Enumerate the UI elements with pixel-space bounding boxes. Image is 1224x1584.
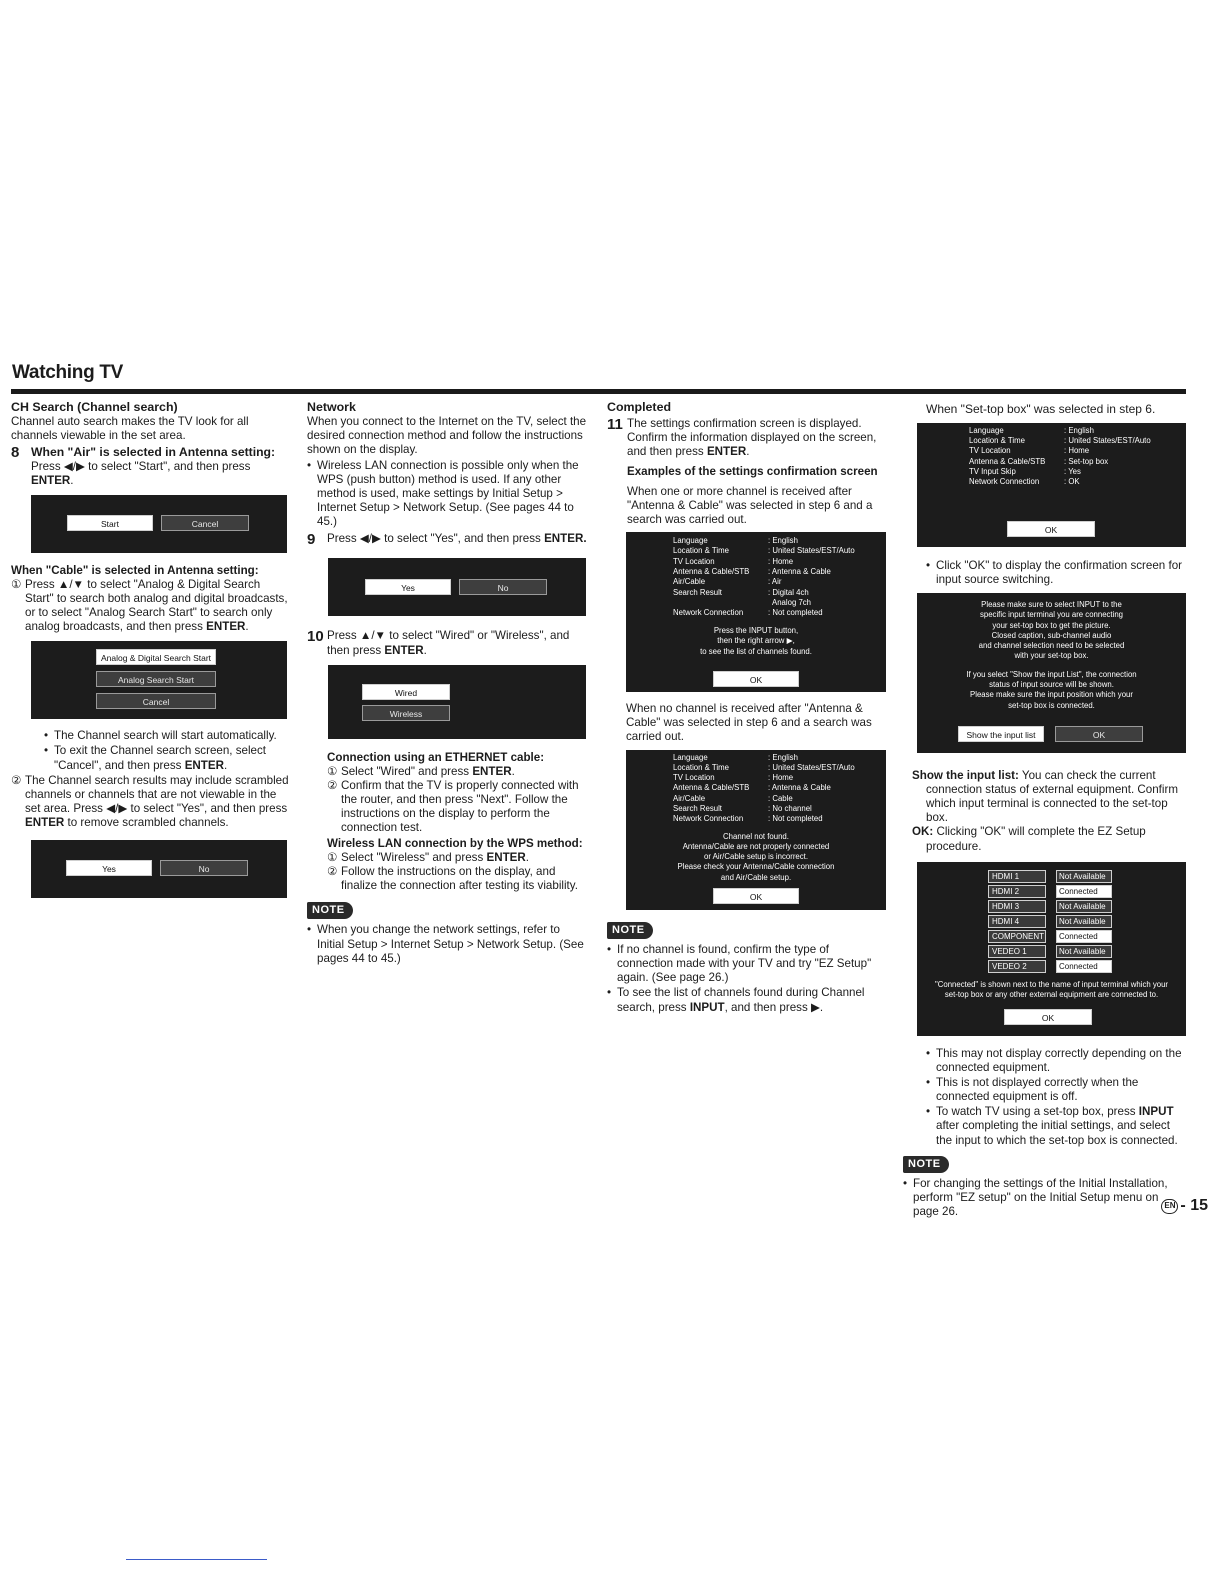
input-name: HDMI 3	[988, 900, 1046, 913]
network-note	[307, 902, 587, 966]
analog-search-start-button[interactable]: Analog Search Start	[96, 671, 216, 687]
page-number	[1161, 1196, 1208, 1216]
tv-screen-network-yes-no	[328, 558, 586, 616]
input-key: INPUT	[1138, 1105, 1174, 1119]
circled-1: ①	[327, 764, 338, 778]
text: You can check the current connection status of external equipment. Confirm which input terminal is connected to the set-top box.	[926, 768, 1178, 825]
message-line: Channel not found.	[723, 831, 789, 841]
text: To exit the Channel search screen, select "Cancel", and then press	[54, 744, 267, 772]
table-row	[673, 794, 855, 804]
message-line: to see the list of channels found.	[700, 646, 812, 656]
network-intro: When you connect to the Internet on the TV, select the desired connection method and follow the instructions shown on the display.	[307, 415, 587, 457]
message-line: set-top box or any other external equipment are connected to.	[944, 990, 1159, 1000]
connection-instructions	[327, 751, 587, 893]
table-row	[673, 536, 855, 546]
ethernet-step-1: ① Select "Wired" and press ENTER.	[327, 764, 515, 778]
cable-step-1: ① Press ▲/▼ to select "Analog & Digital Search Start" to search both analog and digital broadcasts, or to select "Analog Search Start" to search only analog broadcasts, and then press ENTER.	[11, 577, 288, 634]
table-row	[673, 598, 855, 608]
message-line: set-top box is connected.	[1008, 700, 1095, 710]
table-row	[673, 804, 855, 814]
text: Clicking "OK" will complete the EZ Setup procedure.	[926, 825, 1146, 853]
table-row	[969, 477, 1151, 487]
message-line: and Air/Cable setup.	[720, 872, 792, 882]
column-network	[307, 400, 587, 966]
up-down-arrows-icon: ▲/▼	[57, 577, 85, 591]
set-top-box-note-list	[903, 1177, 1186, 1219]
input-status: Not Available	[1056, 915, 1112, 928]
table-row	[988, 900, 1112, 915]
set-top-box-heading: When "Set-top box" was selected in step 6.	[926, 402, 1156, 416]
screen-caption	[917, 980, 1186, 1001]
table-row	[988, 885, 1112, 900]
input-name: HDMI 1	[988, 870, 1046, 883]
completed-heading: Completed	[607, 400, 672, 414]
cable-heading: When "Cable" is selected in Antenna setting:	[11, 563, 259, 577]
row-label: Location & Time	[673, 762, 729, 772]
input-list	[988, 870, 1112, 975]
row-label: Location & Time	[673, 546, 729, 556]
row-value: : English	[768, 752, 798, 762]
input-key: INPUT	[689, 1000, 725, 1014]
list-item	[926, 1105, 1186, 1147]
circled-2: ②	[327, 864, 338, 878]
table-row	[969, 446, 1151, 456]
text: Confirm that the TV is properly connected with the router, and then press "Next". Follow the instructions on the display to perform the connection test.	[341, 778, 579, 835]
list-item: • If no channel is found, confirm the type of connection made with your TV and try "EZ Setup" again. (See page 26.)	[607, 943, 885, 985]
step-9: 9 Press ◀/▶ to select "Yes", and then press ENTER.	[307, 531, 587, 549]
tv-screen-search-options	[31, 641, 287, 719]
enter-key: ENTER	[384, 643, 424, 657]
step-8-number: 8	[11, 444, 20, 462]
table-row	[673, 773, 855, 783]
list-item	[607, 986, 885, 1014]
footer-link-line	[126, 1559, 267, 1560]
input-status: Not Available	[1056, 945, 1112, 958]
table-row	[969, 436, 1151, 446]
text: To watch TV using a set-top box, press	[936, 1105, 1139, 1119]
row-value: : Antenna & Cable	[768, 567, 831, 576]
step-8-title: When "Air" is selected in Antenna setting:	[31, 445, 276, 460]
settings-summary	[673, 753, 855, 825]
row-value: : Home	[768, 773, 794, 783]
step-10-number: 10	[307, 628, 324, 646]
table-row	[988, 870, 1112, 885]
input-status: Not Available	[1056, 870, 1112, 883]
no-button[interactable]: No	[160, 860, 248, 876]
search-bullets	[44, 729, 291, 772]
row-value: : Home	[768, 556, 794, 566]
row-label	[673, 598, 768, 608]
yes-button[interactable]: Yes	[66, 860, 152, 876]
table-row	[969, 457, 1151, 467]
row-value: : United States/EST/Auto	[768, 762, 855, 772]
message-line: with your set-top box.	[1014, 651, 1089, 661]
ch-search-heading: CH Search (Channel search)	[11, 400, 178, 414]
list-item: • Wireless LAN connection is possible only when the WPS (push button) method is used. If any other method is used, make settings by Initial Setup > Internet Setup > Network Setup. (See pages 44 to 45.)	[307, 459, 587, 530]
row-value: : Antenna & Cable	[768, 783, 831, 793]
message-line: status of input source will be shown.	[989, 679, 1114, 689]
list-item: • For changing the settings of the Initial Installation, perform "EZ setup" on the Initial Setup menu on page 26.	[903, 1177, 1186, 1219]
text: Press	[327, 532, 360, 546]
note-badge: NOTE	[307, 902, 353, 919]
column-set-top-box	[908, 400, 1186, 1220]
row-label: Language	[673, 536, 708, 546]
row-label: Search Result	[673, 804, 722, 814]
example-2-text: When no channel is received after "Antenna & Cable" was selected in step 6 and a search was carried out.	[626, 702, 872, 744]
row-label: Network Connection	[673, 608, 744, 618]
row-label: Network Connection	[673, 814, 744, 824]
text: to select "Yes", and then press	[380, 532, 545, 546]
list-item: • When you change the network settings, refer to Initial Setup > Internet Setup > Network Setup. (See pages 44 to 45.)	[307, 923, 587, 965]
column-ch-search	[11, 400, 291, 898]
yes-button[interactable]: Yes	[365, 579, 451, 595]
text: Select "Wired" and press	[341, 764, 473, 778]
input-name: VEDEO 1	[988, 945, 1046, 958]
tv-screen-confirm-set-top-box	[917, 423, 1186, 547]
ok-button[interactable]: OK	[713, 888, 799, 904]
message-line: "Connected" is shown next to the name of input terminal which your	[934, 979, 1169, 989]
message-line: Antenna/Cable are not properly connected	[682, 841, 830, 851]
ok-desc	[912, 825, 1186, 853]
ok-label: OK:	[912, 825, 934, 839]
column-completed	[607, 400, 885, 1015]
row-label: TV Location	[673, 773, 715, 783]
text: to select "Yes", and then press	[127, 801, 288, 815]
row-value: : No channel	[768, 804, 812, 814]
cancel-button[interactable]: Cancel	[96, 693, 216, 709]
tv-screen-wired-wireless	[328, 665, 586, 739]
list-item: • Click "OK" to display the confirmation screen for input source switching.	[926, 559, 1186, 587]
wps-heading: Wireless LAN connection by the WPS method:	[327, 836, 583, 850]
settings-summary	[969, 426, 1151, 488]
tv-screen-input-source-switching	[917, 593, 1186, 753]
input-name: VEDEO 2	[988, 960, 1046, 973]
table-row	[673, 763, 855, 773]
input-status: Connected	[1056, 930, 1112, 943]
message-line: Please make sure to select INPUT to the	[981, 599, 1122, 609]
row-label: Search Result	[673, 587, 722, 597]
text: Press	[327, 629, 360, 643]
table-row	[673, 577, 855, 587]
circled-2: ②	[327, 778, 338, 792]
table-row	[988, 960, 1112, 975]
row-value: Analog 7ch	[772, 597, 812, 607]
analog-digital-search-start-button[interactable]: Analog & Digital Search Start	[96, 649, 216, 665]
show-input-list-label: Show the input list:	[912, 768, 1019, 782]
circled-1: ①	[327, 850, 338, 864]
row-label: Antenna & Cable/STB	[673, 567, 750, 576]
page-title: Watching TV	[12, 362, 124, 383]
row-label: Location & Time	[969, 435, 1025, 445]
completed-note	[607, 922, 885, 1015]
enter-key: ENTER	[486, 850, 526, 864]
table-row	[673, 546, 855, 556]
network-note-list	[307, 923, 587, 965]
input-status: Connected	[1056, 885, 1112, 898]
language-badge: EN	[1161, 1199, 1178, 1214]
message-line: or Air/Cable setup is incorrect.	[703, 852, 808, 862]
message-line: specific input terminal you are connecting	[979, 610, 1124, 620]
row-label: Air/Cable	[673, 577, 706, 587]
text: after completing the initial settings, and select the input to which the set-top box is connected.	[936, 1119, 1178, 1147]
ethernet-heading: Connection using an ETHERNET cable:	[327, 750, 545, 764]
table-row	[673, 557, 855, 567]
row-value: : OK	[1064, 477, 1080, 487]
up-down-arrows-icon: ▲/▼	[359, 629, 387, 643]
table-row	[673, 567, 855, 577]
row-label: TV Input Skip	[969, 466, 1016, 476]
title-divider	[11, 389, 1186, 394]
enter-key: ENTER	[31, 474, 71, 488]
table-row	[673, 753, 855, 763]
list-item: • The Channel search will start automatically.	[44, 729, 291, 743]
table-row	[673, 814, 855, 824]
row-value: : Not completed	[768, 814, 823, 824]
message-line: Please make sure the input position which your	[970, 690, 1133, 700]
list-item: • This may not display correctly depending on the connected equipment.	[926, 1047, 1186, 1075]
row-label: Antenna & Cable/STB	[969, 456, 1046, 466]
circled-2: ②	[11, 773, 22, 787]
text: to remove scrambled channels.	[64, 816, 229, 830]
row-value: : Cable	[768, 793, 793, 803]
text: To see the list of channels found during Channel search, press	[617, 986, 865, 1014]
input-name: COMPONENT	[988, 930, 1046, 943]
list-item: • To exit the Channel search screen, select "Cancel", and then press ENTER.	[44, 744, 291, 772]
settings-summary	[673, 536, 855, 618]
set-top-box-bullets	[926, 559, 1186, 587]
enter-key: ENTER	[544, 532, 584, 546]
left-right-arrows-icon: ◀/▶	[359, 532, 381, 546]
show-input-list-desc	[912, 769, 1186, 826]
text: Press	[31, 460, 64, 474]
message-line: If you select "Show the input List", the connection	[966, 669, 1137, 679]
set-top-box-note	[903, 1156, 1186, 1220]
text: Press	[25, 577, 58, 591]
table-row	[988, 915, 1112, 930]
list-item: • This is not displayed correctly when the connected equipment is off.	[926, 1076, 1186, 1104]
start-button[interactable]: Start	[67, 515, 153, 531]
row-value: : Not completed	[768, 608, 823, 618]
row-label: TV Location	[673, 556, 715, 566]
wps-step-1: ① Select "Wireless" and press ENTER.	[327, 850, 530, 864]
row-value: : Air	[768, 577, 782, 587]
cable-step-2	[11, 774, 291, 831]
text: Select "Wireless" and press	[341, 850, 487, 864]
text: to select "Wired" or "Wireless", and then press	[327, 629, 570, 657]
message-line: Closed caption, sub-channel audio	[991, 630, 1112, 640]
table-row	[673, 783, 855, 793]
step-11-number: 11	[607, 416, 623, 434]
step-10: 10 Press ▲/▼ to select "Wired" or "Wireless", and then press ENTER.	[307, 628, 570, 657]
row-value: : English	[1064, 425, 1094, 435]
text: The Channel search results may include scrambled channels or channels that are not viewable in the set area. Press	[25, 773, 289, 815]
message-line: your set-top box to get the picture.	[992, 620, 1111, 630]
message-line: Press the INPUT button,	[713, 626, 799, 636]
wps-step-2	[327, 865, 587, 893]
tv-screen-confirm-channels-found	[626, 532, 886, 692]
enter-key: ENTER	[184, 758, 224, 772]
tv-screen-start-cancel	[31, 495, 287, 553]
text: , and then press ▶.	[724, 1000, 824, 1014]
table-row	[988, 930, 1112, 945]
ch-search-intro: Channel auto search makes the TV look for all channels viewable in the set area.	[11, 415, 249, 443]
row-value: : English	[768, 536, 798, 546]
row-label: Language	[673, 752, 708, 762]
wireless-button[interactable]: Wireless	[362, 705, 450, 721]
step-11: 11 The settings confirmation screen is displayed. Confirm the information displayed on the screen, and then press ENTER.	[607, 416, 877, 459]
message-line: then the right arrow ▶,	[717, 636, 795, 646]
ok-button[interactable]: OK	[1055, 726, 1143, 742]
enter-key: ENTER	[25, 816, 65, 830]
row-label: Air/Cable	[673, 793, 706, 803]
examples-heading: Examples of the settings confirmation screen	[627, 464, 878, 478]
table-row	[988, 945, 1112, 960]
row-value: : Yes	[1064, 466, 1081, 476]
input-status: Connected	[1056, 960, 1112, 973]
text: to select "Analog & Digital Search Start" to search both analog and digital broadcasts, or to select "Analog Search Start" to search only analog broadcasts, and then press	[25, 577, 288, 634]
network-bullets	[307, 459, 587, 530]
message-line: Please check your Antenna/Cable connection	[677, 862, 835, 872]
wired-button[interactable]: Wired	[362, 684, 450, 700]
tv-screen-input-list	[917, 862, 1186, 1036]
ok-button[interactable]: OK	[1004, 1009, 1092, 1025]
row-value: : United States/EST/Auto	[1064, 435, 1151, 445]
screen-message	[917, 600, 1186, 711]
step-9-number: 9	[307, 531, 316, 549]
note-badge: NOTE	[607, 922, 653, 939]
tv-screen-confirm-no-channel	[626, 750, 886, 910]
ok-button[interactable]: OK	[713, 671, 799, 687]
left-right-arrows-icon: ◀/▶	[63, 460, 85, 474]
row-value: : United States/EST/Auto	[768, 546, 855, 556]
tv-screen-yes-no	[31, 840, 287, 898]
input-name: HDMI 4	[988, 915, 1046, 928]
input-status: Not Available	[1056, 900, 1112, 913]
text: The settings confirmation screen is displayed. Confirm the information displayed on the screen, and then press	[627, 417, 877, 459]
row-label: TV Location	[969, 446, 1011, 456]
row-value: : Home	[1064, 446, 1090, 456]
example-1-text: When one or more channel is received after "Antenna & Cable" was selected in step 6 and a search was carried out.	[627, 484, 873, 526]
step-8	[11, 445, 291, 488]
input-name: HDMI 2	[988, 885, 1046, 898]
table-row	[969, 467, 1151, 477]
ok-button[interactable]: OK	[1007, 521, 1095, 537]
text: to select "Start", and then press	[84, 460, 251, 474]
screen-message	[626, 626, 886, 657]
table-row	[969, 426, 1151, 436]
row-value: : Set-top box	[1064, 456, 1109, 466]
cancel-button[interactable]: Cancel	[161, 515, 249, 531]
table-row	[673, 608, 855, 618]
row-label: Network Connection	[969, 477, 1040, 487]
table-row	[673, 588, 855, 598]
enter-key: ENTER	[472, 764, 512, 778]
input-list-bullets	[926, 1047, 1186, 1148]
page-number-text: - 15	[1180, 1197, 1208, 1214]
left-right-arrows-icon: ◀/▶	[106, 801, 128, 815]
network-heading: Network	[307, 400, 356, 414]
message-line: and channel selection need to be selected	[978, 641, 1125, 651]
completed-note-list	[607, 943, 885, 1015]
enter-key: ENTER	[206, 620, 246, 634]
row-label: Antenna & Cable/STB	[673, 783, 750, 793]
enter-key: ENTER	[706, 445, 747, 459]
row-label: Language	[969, 425, 1004, 435]
note-badge: NOTE	[903, 1156, 949, 1173]
show-input-list-button[interactable]: Show the input list	[958, 726, 1044, 742]
circled-1: ①	[11, 577, 22, 591]
text: Follow the instructions on the display, and finalize the connection after testing its viability.	[341, 864, 578, 892]
no-button[interactable]: No	[459, 579, 547, 595]
ethernet-step-2	[327, 779, 587, 836]
step-8-text: Press ◀/▶ to select "Start", and then press ENTER.	[31, 460, 251, 488]
screen-message	[626, 832, 886, 883]
row-value: : Digital 4ch	[768, 587, 809, 597]
